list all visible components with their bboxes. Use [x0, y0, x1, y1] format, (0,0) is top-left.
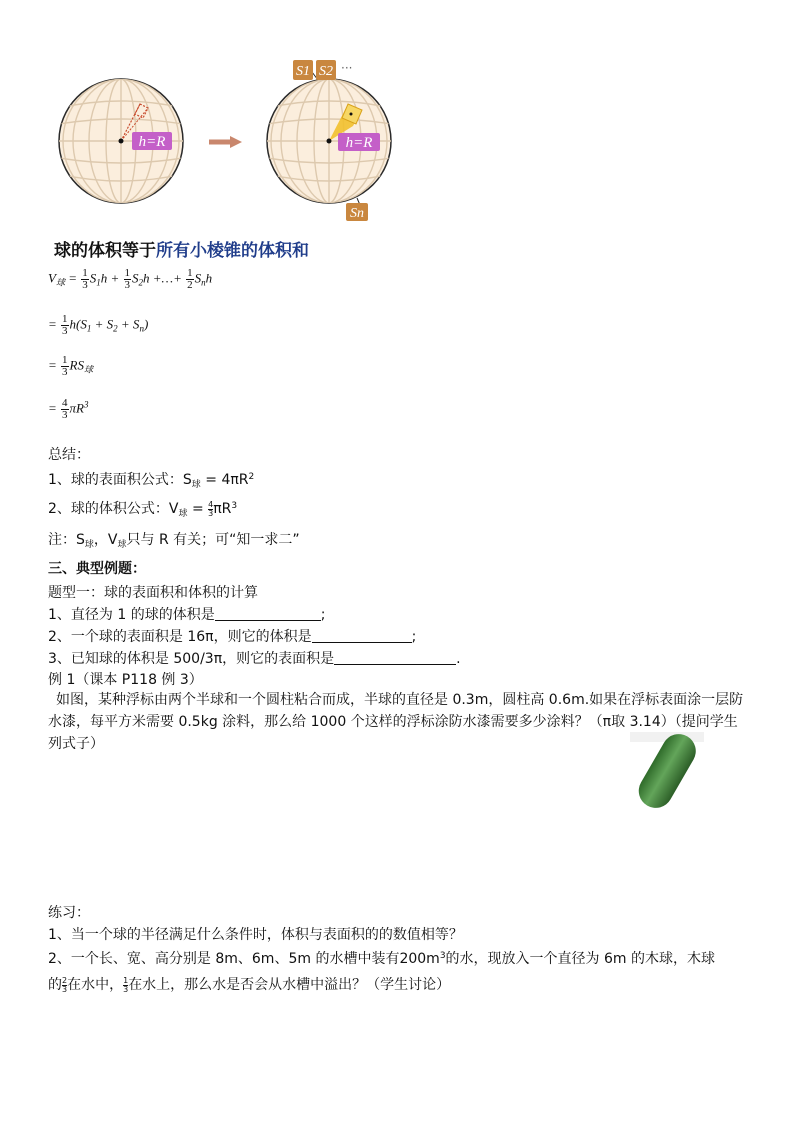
- summary-title: 总结：: [48, 447, 90, 463]
- left-sphere: [59, 79, 183, 203]
- answer-blank-1[interactable]: [215, 606, 321, 621]
- svg-text:Sn: Sn: [350, 206, 364, 221]
- example-1-body: 如图，某种浮标由两个半球和一个圆柱粘合而成，半球的直径是 0.3m，圆柱高 0.6m.如果在浮标表面涂一层防水漆，每平方米需要 0.5kg 涂料，那么给 1000 个这样的浮标涂防水漆需要多少涂料？（π取 3.14）（提问学生列式子）: [48, 692, 744, 752]
- derivation-line-4: = $\frac{4}{3}$ $\pi R^3$: [48, 397, 89, 421]
- svg-text:h=R: h=R: [345, 135, 373, 151]
- practice-2-line-1: 2、一个长、宽、高分别是 8m、6m、5m 的水槽中装有$200m^3$的水，现放入一个直径为 6m 的木球，木球: [48, 951, 715, 967]
- label-s2: [316, 60, 336, 80]
- tag-h-left: [132, 132, 172, 150]
- svg-text:S1: S1: [296, 64, 310, 79]
- svg-text:S2: S2: [319, 64, 333, 79]
- summary-item-surface: 1、球的表面积公式：$S_球 = 4\pi R^2$: [48, 472, 255, 490]
- question-type-1: 题型一：球的表面积和体积的计算: [48, 585, 258, 601]
- answer-blank-3[interactable]: [334, 650, 456, 665]
- heading-highlight: 所有小棱锥的体积和: [156, 241, 309, 261]
- practice-2-line-2: 的 $\frac{2}{3}$ 在水中， $\frac{1}{3}$ 在水上，那么水是否会从水槽中溢出？（学生讨论）: [48, 975, 451, 994]
- summary-item-volume: 2、球的体积公式：$V_球$ = $\frac{4}{3}$ $\pi R^3$: [48, 499, 238, 519]
- sphere-diagram: [50, 58, 410, 223]
- buoy-image: [626, 728, 712, 812]
- question-3: 3、已知球的体积是 500/3π，则它的表面积是 .: [48, 651, 461, 667]
- tag-h-right: [338, 133, 380, 151]
- heading-prefix: 球的体积等于: [54, 241, 156, 261]
- right-sphere: [267, 60, 391, 221]
- derivation-line-1: $V_球$ = $\frac{1}{3}$ $S_1h$ + $\frac{1}{3}$ $S_2h$ +…+ $\frac{1}{2}$ $S_nh$: [48, 267, 213, 291]
- practice-1: 1、当一个球的半径满足什么条件时，体积与表面积的的数值相等？: [48, 927, 463, 943]
- question-1: 1、直径为 1 的球的体积是 ;: [48, 607, 326, 623]
- practice-title: 练习：: [48, 905, 90, 921]
- summary-note: 注：$S_球$，$V_球$只与 R 有关；可“知一求二”: [48, 532, 300, 550]
- label-sn: [346, 203, 368, 221]
- example-1-title: 例 1（课本 P118 例 3）: [48, 672, 203, 688]
- arrow-right-icon: [209, 136, 242, 148]
- derivation-line-3: = $\frac{1}{3}$ $RS_球$: [48, 354, 93, 378]
- labels-ellipsis: ···: [341, 61, 353, 75]
- derivation-line-2: = $\frac{1}{3}$ $h(S_1 + S_2 + S_n)$: [48, 313, 149, 337]
- answer-blank-2[interactable]: [312, 628, 412, 643]
- question-2: 2、一个球的表面积是 16π，则它的体积是 ;: [48, 629, 417, 645]
- label-s1: [293, 60, 313, 80]
- heading: [54, 236, 309, 261]
- svg-text:h=R: h=R: [138, 134, 166, 150]
- section-title: 三、典型例题：: [48, 561, 146, 577]
